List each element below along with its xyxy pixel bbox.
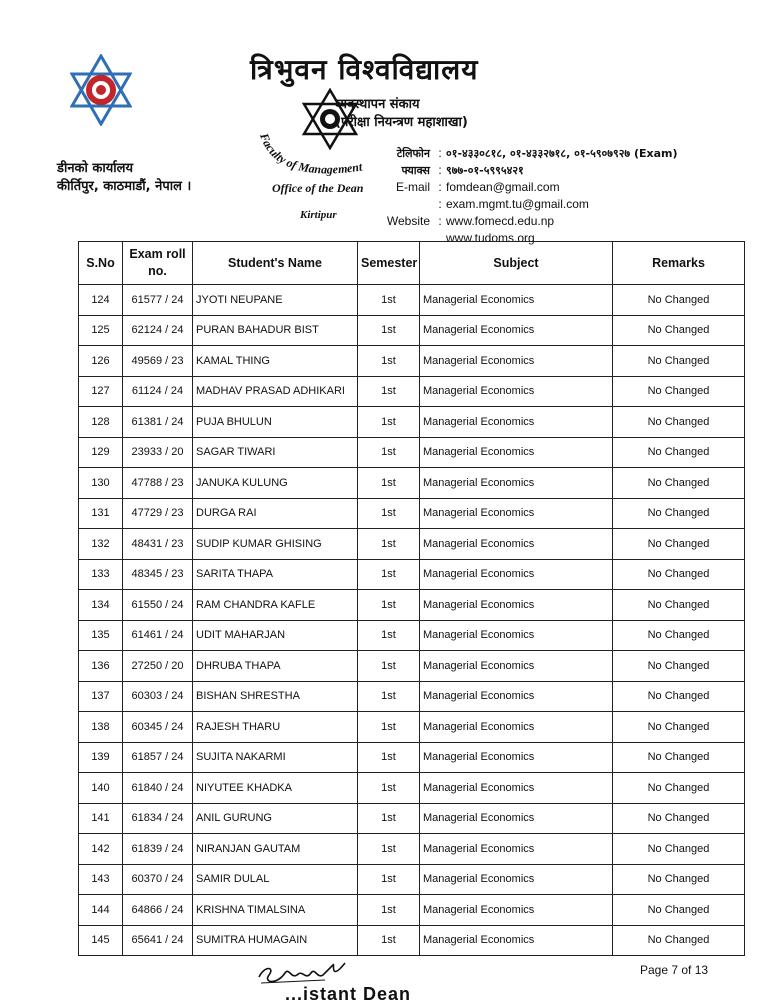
table-row: [79, 895, 745, 926]
cell-semester: 1st: [358, 315, 420, 346]
cell-subject: Managerial Economics: [420, 529, 613, 560]
col-header-remarks: Remarks: [613, 242, 745, 285]
cell-remarks: No Changed: [613, 285, 745, 316]
separator: :: [438, 180, 442, 194]
page-number: Page 7 of 13: [640, 963, 709, 977]
website-label: Website: [386, 214, 430, 228]
cell-name: SUMITRA HUMAGAIN: [193, 925, 358, 956]
table-row: [79, 346, 745, 377]
cell-subject: Managerial Economics: [420, 803, 613, 834]
table-row: [79, 742, 745, 773]
cell-semester: 1st: [358, 773, 420, 804]
cell-roll: 62124 / 24: [123, 315, 193, 346]
cell-name: SARITA THAPA: [193, 559, 358, 590]
cell-sn: 139: [79, 742, 123, 773]
cell-name: KAMAL THING: [193, 346, 358, 377]
col-header-subject: Subject: [420, 242, 613, 285]
contact-email: [380, 179, 678, 196]
cell-semester: 1st: [358, 895, 420, 926]
tu-logo: [70, 54, 132, 126]
cell-remarks: No Changed: [613, 773, 745, 804]
cell-roll: 61577 / 24: [123, 285, 193, 316]
cell-subject: Managerial Economics: [420, 895, 613, 926]
col-header-semester: Semester: [358, 242, 420, 285]
cell-subject: Managerial Economics: [420, 681, 613, 712]
fax-label: फ्याक्स: [401, 164, 430, 177]
cell-sn: 124: [79, 285, 123, 316]
table-header-row: [79, 242, 745, 285]
cell-semester: 1st: [358, 559, 420, 590]
cell-remarks: No Changed: [613, 529, 745, 560]
cell-roll: 49569 / 23: [123, 346, 193, 377]
cell-semester: 1st: [358, 712, 420, 743]
fax-value: ९७७-०१-५९९५४२१: [446, 164, 524, 177]
cell-subject: Managerial Economics: [420, 285, 613, 316]
cell-subject: Managerial Economics: [420, 773, 613, 804]
contact-website: [380, 213, 678, 230]
cell-remarks: No Changed: [613, 559, 745, 590]
cell-remarks: No Changed: [613, 620, 745, 651]
cell-name: JYOTI NEUPANE: [193, 285, 358, 316]
cell-remarks: No Changed: [613, 864, 745, 895]
table-row: [79, 376, 745, 407]
university-name: त्रिभुवन विश्वविद्यालय: [250, 53, 479, 86]
dean-office-address: कीर्तिपुर, काठमाडौं, नेपाल ।: [57, 179, 192, 194]
cell-semester: 1st: [358, 620, 420, 651]
cell-subject: Managerial Economics: [420, 498, 613, 529]
cell-sn: 133: [79, 559, 123, 590]
cell-remarks: No Changed: [613, 315, 745, 346]
cell-semester: 1st: [358, 498, 420, 529]
cell-remarks: No Changed: [613, 895, 745, 926]
faculty-name: व्यवस्थापन संकाय: [335, 97, 420, 112]
cell-name: JANUKA KULUNG: [193, 468, 358, 499]
cell-sn: 144: [79, 895, 123, 926]
cell-semester: 1st: [358, 681, 420, 712]
cell-semester: 1st: [358, 742, 420, 773]
cell-sn: 131: [79, 498, 123, 529]
cell-subject: Managerial Economics: [420, 834, 613, 865]
cell-roll: 61857 / 24: [123, 742, 193, 773]
cell-semester: 1st: [358, 834, 420, 865]
table-row: [79, 834, 745, 865]
cell-name: RAJESH THARU: [193, 712, 358, 743]
table-row: [79, 773, 745, 804]
results-table: [78, 241, 745, 956]
separator: :: [438, 163, 442, 177]
contact-block: [380, 145, 678, 247]
cell-semester: 1st: [358, 864, 420, 895]
email-value-2: exam.mgmt.tu@gmail.com: [446, 197, 589, 211]
cell-name: PUJA BHULUN: [193, 407, 358, 438]
dean-office-name: डीनको कार्यालय: [57, 161, 134, 176]
cell-roll: 60345 / 24: [123, 712, 193, 743]
cell-semester: 1st: [358, 468, 420, 499]
cell-subject: Managerial Economics: [420, 620, 613, 651]
contact-phone: [380, 145, 678, 162]
cell-subject: Managerial Economics: [420, 925, 613, 956]
col-header-roll: Exam roll no.: [123, 242, 193, 285]
cell-roll: 65641 / 24: [123, 925, 193, 956]
cell-sn: 135: [79, 620, 123, 651]
dean-office-block: [57, 160, 191, 196]
cell-remarks: No Changed: [613, 925, 745, 956]
cell-semester: 1st: [358, 346, 420, 377]
cell-roll: 61124 / 24: [123, 376, 193, 407]
table-row: [79, 468, 745, 499]
table-row: [79, 803, 745, 834]
cell-roll: 48345 / 23: [123, 559, 193, 590]
table-row: [79, 498, 745, 529]
cell-remarks: No Changed: [613, 468, 745, 499]
cell-remarks: No Changed: [613, 407, 745, 438]
cell-subject: Managerial Economics: [420, 376, 613, 407]
cell-remarks: No Changed: [613, 376, 745, 407]
cell-roll: 61550 / 24: [123, 590, 193, 621]
cell-roll: 61834 / 24: [123, 803, 193, 834]
cell-sn: 138: [79, 712, 123, 743]
cell-roll: 47788 / 23: [123, 468, 193, 499]
cell-subject: Managerial Economics: [420, 437, 613, 468]
cell-sn: 142: [79, 834, 123, 865]
cell-semester: 1st: [358, 437, 420, 468]
cell-roll: 23933 / 20: [123, 437, 193, 468]
seal-place-text: Kirtipur: [300, 209, 337, 221]
cell-subject: Managerial Economics: [420, 407, 613, 438]
cell-name: DHRUBA THAPA: [193, 651, 358, 682]
table-row: [79, 590, 745, 621]
division-name: (परीक्षा नियन्त्रण महाशाखा): [335, 115, 468, 130]
cell-sn: 134: [79, 590, 123, 621]
cell-subject: Managerial Economics: [420, 864, 613, 895]
cell-roll: 61839 / 24: [123, 834, 193, 865]
cell-semester: 1st: [358, 651, 420, 682]
cell-name: ANIL GURUNG: [193, 803, 358, 834]
seal-arc-text: [250, 130, 380, 225]
cell-name: NIRANJAN GAUTAM: [193, 834, 358, 865]
cell-name: DURGA RAI: [193, 498, 358, 529]
table-row: [79, 529, 745, 560]
email-label: E-mail: [395, 180, 430, 194]
cell-roll: 60370 / 24: [123, 864, 193, 895]
cell-name: PURAN BAHADUR BIST: [193, 315, 358, 346]
cell-remarks: No Changed: [613, 498, 745, 529]
cell-remarks: No Changed: [613, 742, 745, 773]
phone-value: ०१-४३३०८१८, ०१-४३३२७१८, ०१-५९०७९२७ (Exam): [446, 147, 678, 160]
signatory-title: ...istant Dean: [285, 984, 412, 1004]
cell-sn: 145: [79, 925, 123, 956]
cell-subject: Managerial Economics: [420, 468, 613, 499]
cell-roll: 47729 / 23: [123, 498, 193, 529]
cell-name: SAGAR TIWARI: [193, 437, 358, 468]
cell-subject: Managerial Economics: [420, 742, 613, 773]
contact-email-2: [380, 196, 678, 213]
seal-faculty-text: Faculty of Management: [257, 131, 364, 177]
cell-name: RAM CHANDRA KAFLE: [193, 590, 358, 621]
col-header-sn: S.No: [79, 242, 123, 285]
cell-subject: Managerial Economics: [420, 559, 613, 590]
seal-office-text: Office of the Dean: [272, 181, 364, 195]
cell-remarks: No Changed: [613, 803, 745, 834]
cell-name: UDIT MAHARJAN: [193, 620, 358, 651]
table-row: [79, 437, 745, 468]
cell-semester: 1st: [358, 803, 420, 834]
table-row: [79, 620, 745, 651]
email-value: fomdean@gmail.com: [446, 180, 560, 194]
cell-subject: Managerial Economics: [420, 346, 613, 377]
col-header-name: Student's Name: [193, 242, 358, 285]
cell-semester: 1st: [358, 590, 420, 621]
cell-semester: 1st: [358, 529, 420, 560]
cell-sn: 143: [79, 864, 123, 895]
cell-name: NIYUTEE KHADKA: [193, 773, 358, 804]
separator: :: [438, 214, 442, 228]
table-row: [79, 651, 745, 682]
table-row: [79, 681, 745, 712]
cell-roll: 61461 / 24: [123, 620, 193, 651]
cell-sn: 137: [79, 681, 123, 712]
cell-remarks: No Changed: [613, 346, 745, 377]
cell-subject: Managerial Economics: [420, 712, 613, 743]
table-row: [79, 864, 745, 895]
cell-roll: 60303 / 24: [123, 681, 193, 712]
cell-remarks: No Changed: [613, 681, 745, 712]
cell-sn: 136: [79, 651, 123, 682]
cell-semester: 1st: [358, 376, 420, 407]
table-row: [79, 712, 745, 743]
cell-sn: 125: [79, 315, 123, 346]
cell-subject: Managerial Economics: [420, 315, 613, 346]
cell-sn: 130: [79, 468, 123, 499]
cell-remarks: No Changed: [613, 651, 745, 682]
cell-remarks: No Changed: [613, 834, 745, 865]
cell-roll: 48431 / 23: [123, 529, 193, 560]
cell-semester: 1st: [358, 407, 420, 438]
cell-semester: 1st: [358, 285, 420, 316]
cell-sn: 132: [79, 529, 123, 560]
cell-remarks: No Changed: [613, 590, 745, 621]
cell-name: SUDIP KUMAR GHISING: [193, 529, 358, 560]
svg-text:Faculty of Management: [257, 130, 364, 176]
phone-label: टेलिफोन: [396, 147, 430, 160]
cell-remarks: No Changed: [613, 712, 745, 743]
cell-semester: 1st: [358, 925, 420, 956]
table-row: [79, 285, 745, 316]
cell-name: KRISHNA TIMALSINA: [193, 895, 358, 926]
website-value-2: www.tudoms.org: [446, 231, 535, 245]
cell-remarks: No Changed: [613, 437, 745, 468]
cell-name: SAMIR DULAL: [193, 864, 358, 895]
website-value: www.fomecd.edu.np: [446, 214, 555, 228]
faculty-block: [335, 96, 468, 132]
cell-subject: Managerial Economics: [420, 590, 613, 621]
table-row: [79, 315, 745, 346]
cell-roll: 61840 / 24: [123, 773, 193, 804]
table-row: [79, 559, 745, 590]
separator: :: [438, 146, 442, 160]
cell-sn: 129: [79, 437, 123, 468]
cell-roll: 61381 / 24: [123, 407, 193, 438]
cell-roll: 64866 / 24: [123, 895, 193, 926]
contact-fax: [380, 162, 678, 179]
cell-roll: 27250 / 20: [123, 651, 193, 682]
cell-name: BISHAN SHRESTHA: [193, 681, 358, 712]
cell-sn: 127: [79, 376, 123, 407]
cell-sn: 128: [79, 407, 123, 438]
table-row: [79, 407, 745, 438]
cell-name: SUJITA NAKARMI: [193, 742, 358, 773]
cell-subject: Managerial Economics: [420, 651, 613, 682]
cell-name: MADHAV PRASAD ADHIKARI: [193, 376, 358, 407]
cell-sn: 140: [79, 773, 123, 804]
cell-sn: 141: [79, 803, 123, 834]
table-row: [79, 925, 745, 956]
separator: :: [438, 197, 442, 211]
cell-sn: 126: [79, 346, 123, 377]
